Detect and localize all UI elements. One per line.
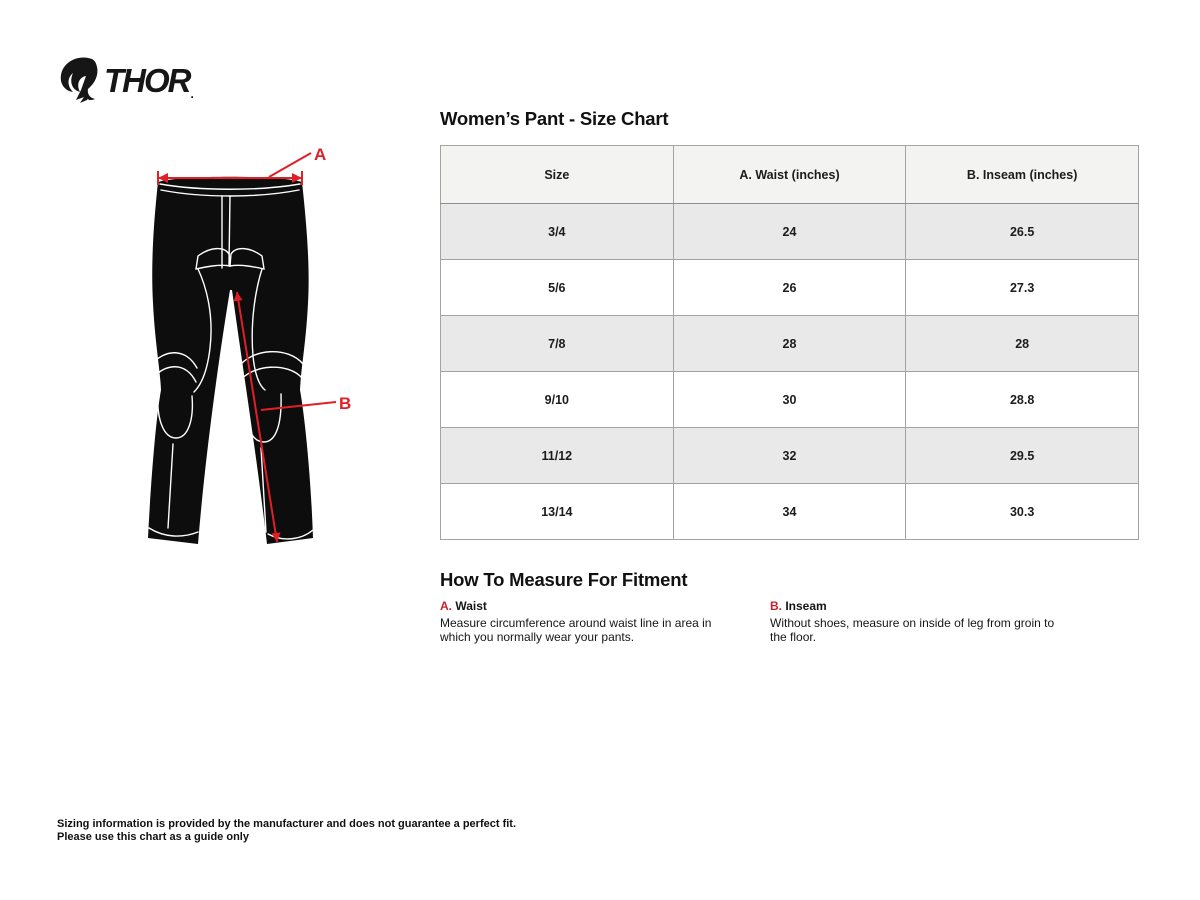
cell-size: 5/6 bbox=[441, 260, 674, 316]
measure-letter-b: B. bbox=[770, 599, 782, 613]
cell-waist: 30 bbox=[673, 372, 906, 428]
cell-waist: 26 bbox=[673, 260, 906, 316]
col-header-inseam: B. Inseam (inches) bbox=[906, 146, 1139, 204]
diagram-label-a: A bbox=[314, 145, 327, 164]
measure-title-waist bbox=[440, 599, 770, 613]
table-row bbox=[441, 204, 1139, 260]
cell-inseam: 28.8 bbox=[906, 372, 1139, 428]
cell-inseam: 29.5 bbox=[906, 428, 1139, 484]
cell-inseam: 28 bbox=[906, 316, 1139, 372]
col-header-size: Size bbox=[441, 146, 674, 204]
size-chart-title: Women’s Pant - Size Chart bbox=[440, 108, 669, 129]
table-row bbox=[441, 428, 1139, 484]
goat-icon bbox=[56, 56, 102, 104]
cell-size: 7/8 bbox=[441, 316, 674, 372]
measure-grid bbox=[440, 599, 1140, 644]
measure-letter-a: A. bbox=[440, 599, 452, 613]
cell-inseam: 27.3 bbox=[906, 260, 1139, 316]
cell-size: 11/12 bbox=[441, 428, 674, 484]
diagram-label-b: B bbox=[339, 394, 352, 413]
disclaimer-line1: Sizing information is provided by the manufacturer and does not guarantee a perfect fit. bbox=[57, 818, 517, 830]
cell-size: 3/4 bbox=[441, 204, 674, 260]
measure-item-waist bbox=[440, 599, 770, 644]
pants-diagram bbox=[120, 128, 380, 568]
disclaimer-line2: Please use this chart as a guide only bbox=[57, 830, 249, 843]
cell-size: 9/10 bbox=[441, 372, 674, 428]
cell-waist: 34 bbox=[673, 484, 906, 540]
cell-inseam: 26.5 bbox=[906, 204, 1139, 260]
measure-name-waist: Waist bbox=[455, 599, 487, 613]
table-row bbox=[441, 372, 1139, 428]
col-header-waist: A. Waist (inches) bbox=[673, 146, 906, 204]
header-row bbox=[441, 146, 1139, 204]
logo-period: . bbox=[190, 87, 194, 101]
table-row bbox=[441, 316, 1139, 372]
cell-waist: 32 bbox=[673, 428, 906, 484]
thor-logo bbox=[56, 55, 194, 105]
measure-name-inseam: Inseam bbox=[785, 599, 827, 613]
size-table bbox=[440, 145, 1139, 540]
content-column bbox=[440, 108, 1140, 644]
pants-svg bbox=[120, 128, 380, 568]
table-row bbox=[441, 260, 1139, 316]
label-a-leader bbox=[269, 153, 311, 177]
logo-wordmark: THOR bbox=[104, 61, 190, 99]
measure-heading: How To Measure For Fitment bbox=[440, 569, 688, 590]
cell-waist: 24 bbox=[673, 204, 906, 260]
cell-inseam: 30.3 bbox=[906, 484, 1139, 540]
cell-size: 13/14 bbox=[441, 484, 674, 540]
pant-silhouette bbox=[148, 177, 313, 544]
table-row bbox=[441, 484, 1139, 540]
measure-title-inseam bbox=[770, 599, 1100, 613]
measure-text-waist: Measure circumference around waist line in area in which you normally wear your pants. bbox=[440, 616, 712, 644]
measure-text-inseam: Without shoes, measure on inside of leg from groin to the floor. bbox=[770, 616, 1055, 644]
disclaimer bbox=[57, 818, 516, 843]
measure-item-inseam bbox=[770, 599, 1100, 644]
cell-waist: 28 bbox=[673, 316, 906, 372]
